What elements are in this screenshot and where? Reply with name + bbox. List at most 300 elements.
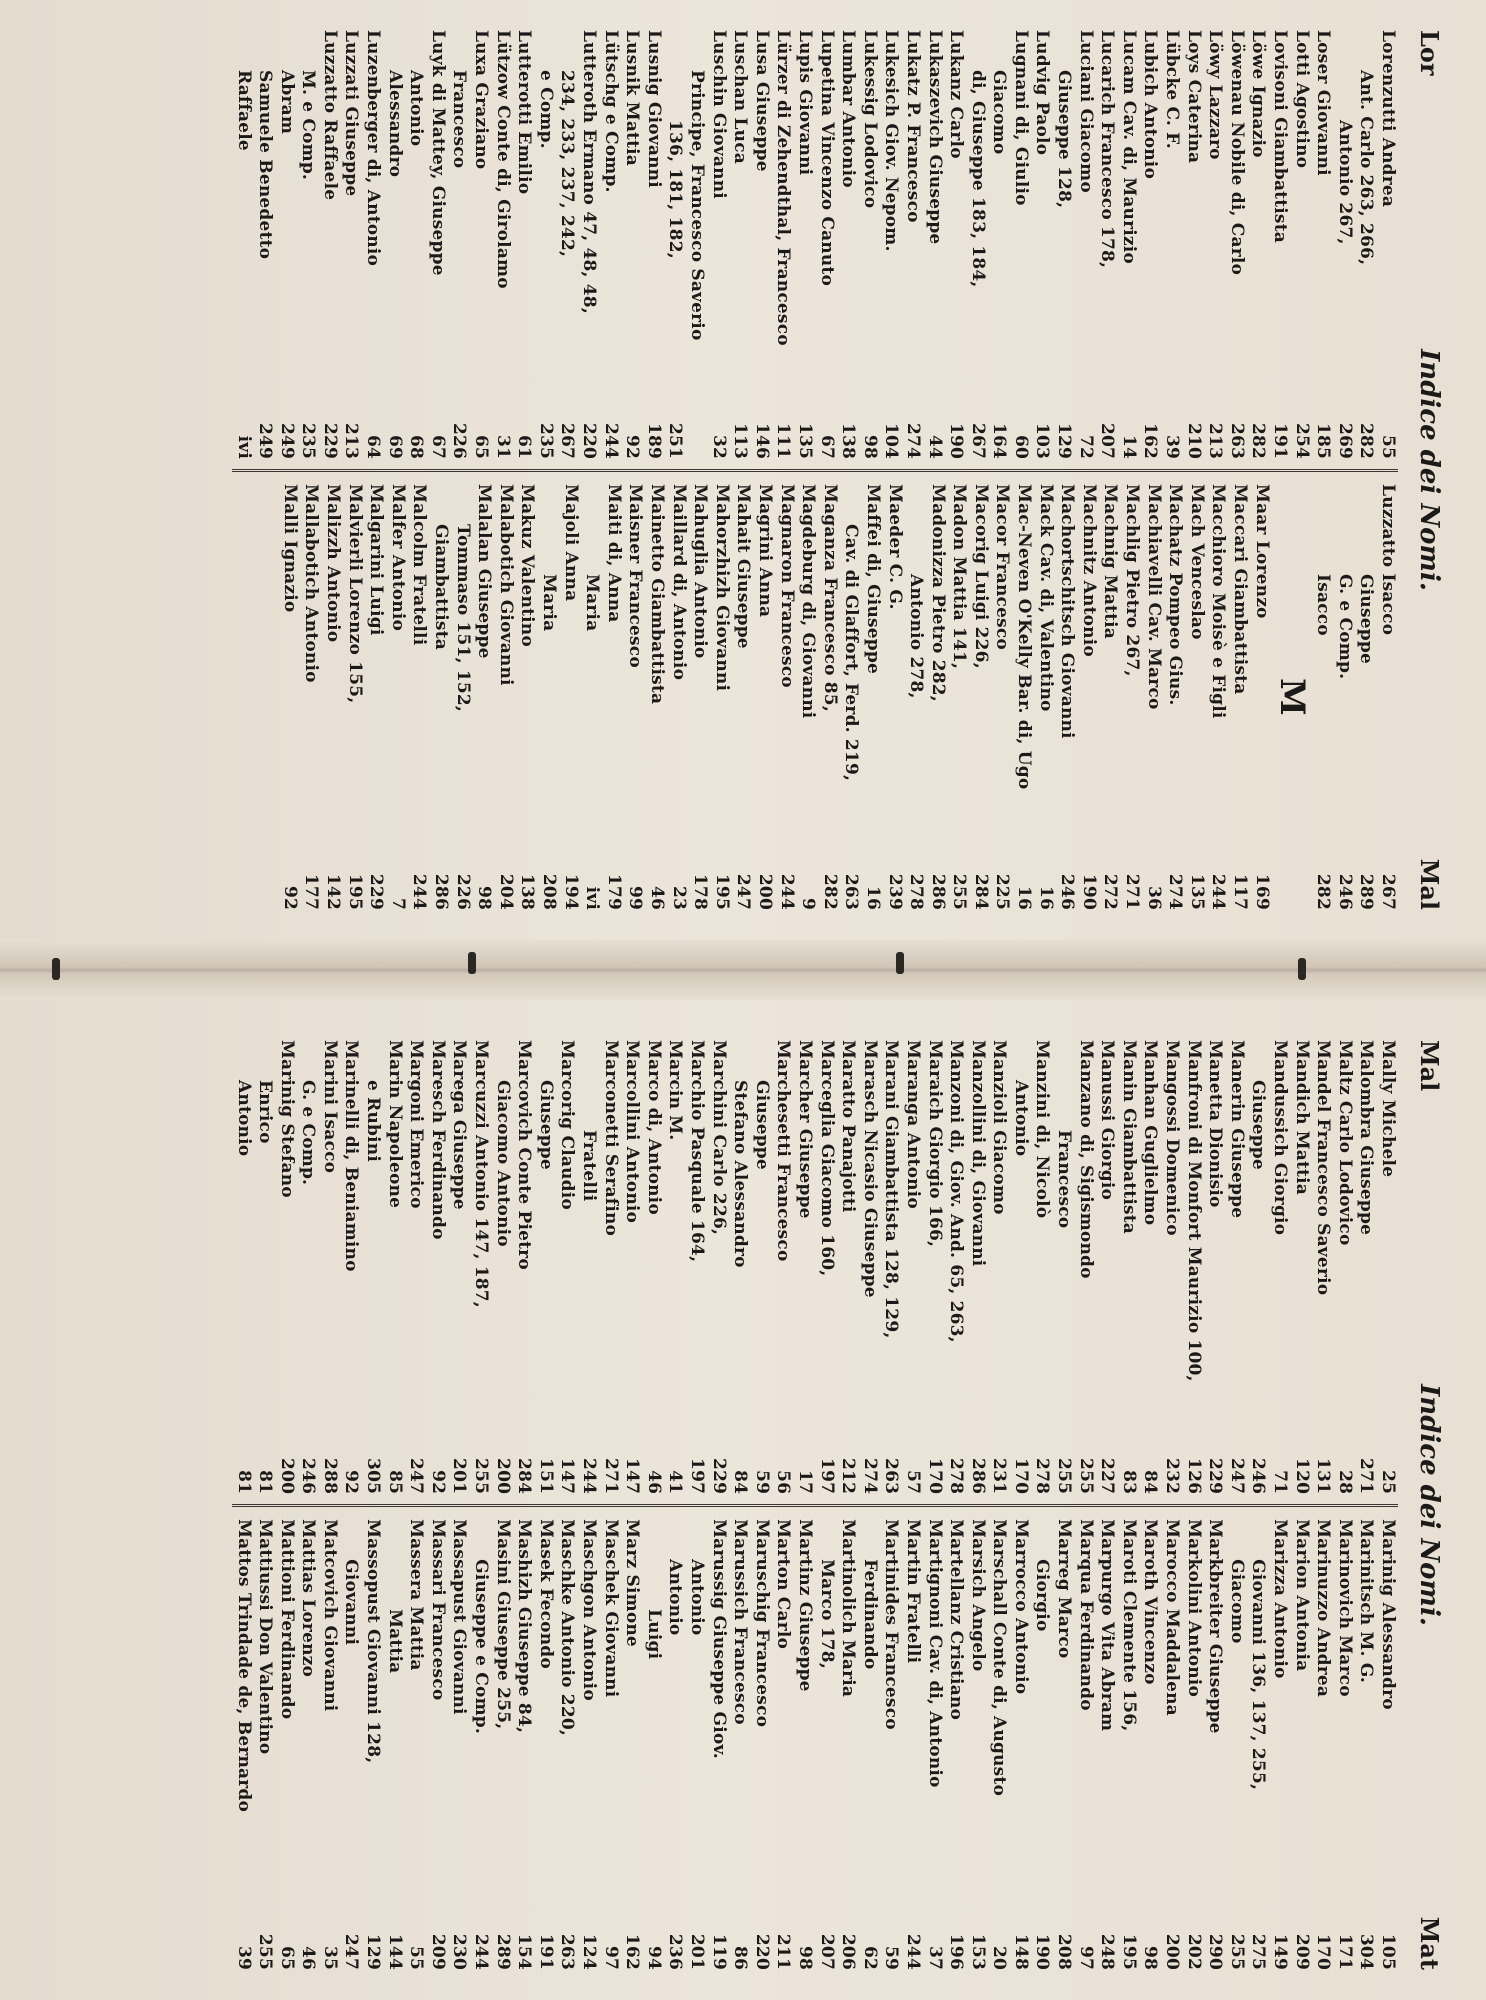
entry-page-numbers: 207	[816, 1933, 837, 1970]
entry-page-numbers: 92	[279, 885, 300, 910]
index-entry	[1056, 484, 1078, 910]
index-entry	[1312, 1519, 1334, 1970]
binding-gutter	[0, 940, 1486, 1000]
entry-page-numbers: 289	[1356, 873, 1377, 910]
entry-page-numbers: 169	[1251, 873, 1272, 910]
entry-name: Luzzatto Raffaele	[319, 30, 340, 201]
entry-name: Maroth Vincenzo	[1140, 1519, 1161, 1685]
entry-page-numbers: 239	[884, 873, 905, 910]
entry-name: Lupis Giovanni	[794, 30, 815, 176]
index-entry	[318, 1040, 340, 1494]
index-entry	[750, 30, 772, 459]
entry-page-numbers: 147	[622, 1458, 643, 1495]
index-entry	[408, 484, 430, 910]
entry-page-numbers: 244	[1208, 873, 1229, 910]
entry-page-numbers: 83	[1118, 1470, 1139, 1495]
index-entry	[1096, 1040, 1118, 1494]
entry-name: Lupetina Vincenzo Canuto	[816, 30, 837, 287]
index-entry	[1074, 30, 1096, 459]
index-entry	[707, 1519, 729, 1970]
index-entry	[254, 1519, 276, 1970]
entry-name: Martin Fratelli	[902, 1519, 923, 1664]
entry-name: Giacomo Antonio	[492, 1080, 513, 1247]
index-entry	[491, 30, 513, 459]
entry-name: Löwe Ignazio	[1248, 30, 1269, 158]
entry-page-numbers: 286	[927, 873, 948, 910]
index-entry	[1031, 30, 1053, 459]
index-entry	[923, 1040, 945, 1494]
entry-name: Lusa Giuseppe	[751, 30, 772, 172]
index-entry	[473, 484, 495, 910]
entry-name: Mack Cav. di, Valentino	[1035, 484, 1056, 712]
index-entry	[966, 1040, 988, 1494]
entry-page-numbers: 16	[1014, 885, 1035, 910]
entry-page-numbers: 229	[708, 1458, 729, 1495]
entry-page-numbers: 103	[1032, 422, 1053, 460]
index-entry	[232, 1519, 254, 1970]
index-entry	[1268, 1519, 1290, 1970]
index-entry	[880, 1040, 902, 1494]
index-entry	[883, 484, 905, 910]
entry-page-numbers: 195	[1118, 1933, 1139, 1970]
entry-name: Giovanni 136, 137, 255,	[1248, 1559, 1269, 1791]
entry-name: Lucam Cav. di, Maurizio	[1118, 30, 1139, 264]
index-entry	[689, 484, 711, 910]
entry-page-numbers: 278	[906, 873, 927, 910]
entry-page-numbers: 149	[1270, 1933, 1291, 1970]
entry-page-numbers: 170	[1313, 1933, 1334, 1970]
entry-page-numbers: 244	[902, 1933, 923, 1970]
entry-name: Marqua Ferdinando	[1075, 1519, 1096, 1711]
entry-name: Makuz Valentino	[517, 484, 538, 647]
entry-name: Marin Napoleone	[384, 1040, 405, 1209]
entry-name: Fratelli	[579, 1130, 600, 1202]
entry-name: Macorig Luigi 226,	[970, 484, 991, 669]
entry-name: Lukanz Carlo	[946, 30, 967, 159]
entry-name: Luschin Giovanni	[708, 30, 729, 199]
entry-page-numbers: 278	[946, 1458, 967, 1495]
entry-name: Machatz Pompeo Gius.	[1165, 484, 1186, 706]
bottom-header-left: Mal	[1415, 1040, 1444, 1092]
index-entry	[426, 30, 448, 459]
entry-name: Lusnig Giovanni	[643, 30, 664, 188]
index-entry	[880, 1519, 902, 1970]
entry-name: Lukatz P. Francesco	[902, 30, 923, 223]
entry-name: Antonio 278,	[906, 574, 927, 699]
entry-page-numbers: 39	[233, 1945, 254, 1970]
index-entry	[1355, 484, 1377, 910]
entry-page-numbers: 39	[1162, 434, 1183, 460]
entry-page-numbers: 225	[992, 873, 1013, 910]
index-entry	[1290, 30, 1312, 459]
entry-name: Marinovich Marco	[1334, 1519, 1355, 1697]
index-entry	[556, 1040, 578, 1494]
entry-page-numbers: 86	[730, 1945, 751, 1970]
entry-page-numbers: 138	[838, 422, 859, 460]
entry-page-numbers: 255	[949, 873, 970, 910]
entry-page-numbers: 129	[363, 1933, 384, 1970]
entry-page-numbers: 97	[1075, 1945, 1096, 1970]
entry-name: Madonizza Pietro 282,	[927, 484, 948, 702]
index-entry	[340, 1040, 362, 1494]
entry-page-numbers: 35	[319, 1945, 340, 1970]
index-entry	[469, 1519, 491, 1970]
entry-page-numbers: 72	[1075, 434, 1096, 460]
index-entry	[1164, 484, 1186, 910]
entry-name: Marcorig Claudio	[557, 1040, 578, 1210]
entry-page-numbers: 255	[255, 1933, 276, 1970]
entry-page-numbers: 138	[517, 873, 538, 910]
entry-name: Loys Caterina	[1183, 30, 1204, 164]
index-entry	[318, 1519, 340, 1970]
entry-name: Löwy Lazzaro	[1205, 30, 1226, 160]
top-header-left: Lor	[1415, 30, 1444, 76]
entry-page-numbers: 84	[730, 1470, 751, 1495]
entry-page-numbers: 146	[751, 422, 772, 460]
top-header-right: Mal	[1415, 858, 1444, 910]
entry-name: Massera Mattia	[406, 1519, 427, 1671]
top-right-column	[232, 469, 1398, 910]
index-entry	[991, 484, 1013, 910]
entry-name: Machlig Pietro 267,	[1122, 484, 1143, 677]
entry-name: Mach Venceslao	[1186, 484, 1207, 640]
index-entry	[642, 1040, 664, 1494]
index-entry	[1031, 1040, 1053, 1494]
entry-page-numbers: 267	[557, 422, 578, 460]
index-entry	[667, 484, 689, 910]
entry-page-numbers: 236	[665, 1933, 686, 1970]
index-entry	[537, 484, 559, 910]
entry-page-numbers: 235	[535, 422, 556, 460]
entry-page-numbers: 244	[579, 1458, 600, 1495]
index-entry	[818, 484, 840, 910]
entry-name: Machnitz Antonio	[1078, 484, 1099, 657]
entry-page-numbers: 129	[1054, 422, 1075, 460]
entry-page-numbers: 68	[406, 434, 427, 460]
index-entry	[1034, 484, 1056, 910]
index-entry	[966, 1519, 988, 1970]
entry-name: Maroti Clemente 156,	[1118, 1519, 1139, 1732]
entry-page-numbers: 124	[579, 1933, 600, 1970]
index-entry	[556, 1519, 578, 1970]
index-entry	[923, 30, 945, 459]
index-entry	[1376, 30, 1398, 459]
entry-page-numbers: 201	[687, 1933, 707, 1970]
entry-name: Maresch Ferdinando	[427, 1040, 448, 1240]
entry-page-numbers: 289	[492, 1933, 513, 1970]
index-entry	[1268, 30, 1290, 459]
entry-page-numbers: 65	[471, 434, 492, 460]
index-entry	[1160, 1519, 1182, 1970]
entry-page-numbers: 246	[1057, 873, 1078, 910]
entry-name: Giuseppe	[1248, 1080, 1269, 1170]
entry-name: Masek Fecondo	[535, 1519, 556, 1669]
index-entry	[840, 484, 862, 910]
entry-name: Giuseppe	[751, 1080, 772, 1170]
entry-name: Maganza Francesco 85,	[819, 484, 840, 712]
index-entry	[1225, 1040, 1247, 1494]
entry-name: Marconetti Serafino	[600, 1040, 621, 1237]
entry-name: Principe, Francesco Saverio	[687, 70, 707, 341]
index-entry	[1268, 1040, 1290, 1494]
entry-page-numbers: 71	[1270, 1470, 1291, 1495]
entry-page-numbers: 170	[1010, 1458, 1031, 1495]
entry-page-numbers: 286	[967, 1458, 988, 1495]
bottom-right-column	[232, 1504, 1398, 1970]
index-entry	[1250, 484, 1272, 910]
entry-name: Mandel Francesco Saverio	[1313, 1040, 1334, 1296]
binding-stitch	[1298, 958, 1306, 980]
entry-name: Maar Lorenzo	[1251, 484, 1272, 619]
entry-page-numbers: 284	[970, 873, 991, 910]
index-entry	[1182, 1040, 1204, 1494]
binding-stitch	[896, 952, 904, 974]
entry-name: Cav. di Glaffort, Ferd. 219,	[841, 524, 862, 782]
entry-name: Giuseppe	[1356, 574, 1377, 664]
entry-name: Mandich Mattia	[1291, 1040, 1312, 1195]
entry-name: Malabotich Giovanni	[495, 484, 516, 686]
entry-page-numbers: 246	[298, 1458, 319, 1495]
index-entry	[797, 484, 819, 910]
entry-name: 136, 181, 182,	[665, 120, 686, 259]
entry-name: Lovisoni Giambattista	[1270, 30, 1291, 243]
index-entry	[577, 1040, 599, 1494]
entry-page-numbers: 247	[406, 1458, 427, 1495]
entry-name: Lumbar Antonio	[838, 30, 859, 188]
index-entry	[386, 484, 408, 910]
entry-page-numbers: 61	[514, 434, 535, 460]
entry-page-numbers: 23	[668, 885, 689, 910]
entry-name: Antonio	[665, 1559, 686, 1636]
entry-name: Maria	[539, 574, 560, 632]
entry-page-numbers: 57	[902, 1470, 923, 1495]
index-entry	[1204, 1519, 1226, 1970]
entry-name: Lukaszevich Giuseppe	[924, 30, 945, 245]
entry-name: Mainetto Giambattista	[647, 484, 667, 705]
entry-name: Lürzer di Zehendthal, Francesco	[773, 30, 794, 346]
index-entry	[945, 1519, 967, 1970]
index-entry	[1312, 1040, 1334, 1494]
entry-name: Maltz Carlo Lodovico	[1334, 1040, 1355, 1246]
index-entry	[642, 1519, 664, 1970]
entry-page-numbers: 231	[989, 1458, 1010, 1495]
entry-name: Luciani Giacomo	[1075, 30, 1096, 193]
entry-name: Luigi	[643, 1609, 664, 1660]
entry-page-numbers: 271	[600, 1458, 621, 1495]
entry-page-numbers: 55	[1378, 434, 1398, 460]
entry-page-numbers: 226	[449, 422, 470, 460]
entry-name: Mahuglia Antonio	[690, 484, 711, 659]
entry-page-numbers: 171	[1334, 1933, 1355, 1970]
entry-name: M	[1271, 678, 1312, 716]
entry-name: e Rubini	[363, 1080, 384, 1162]
entry-page-numbers: 179	[603, 873, 624, 910]
entry-page-numbers: 274	[1165, 873, 1186, 910]
entry-name: Machnig Mattia	[1100, 484, 1121, 640]
entry-page-numbers: 111	[773, 422, 794, 460]
entry-page-numbers: 185	[1313, 422, 1334, 460]
entry-name: Luzenberger di, Antonio	[363, 30, 384, 267]
top-header-center: Indice dei Nomi.	[1414, 349, 1444, 591]
entry-name: Maschke Antonio 220,	[557, 1519, 578, 1736]
entry-name: Maeder C. G.	[884, 484, 905, 610]
entry-name: Manzano di, Sigismondo	[1075, 1040, 1096, 1279]
index-entry	[534, 30, 556, 459]
entry-page-numbers: 244	[776, 873, 797, 910]
entry-name: Marceglia Giacomo 160,	[816, 1040, 837, 1277]
entry-page-numbers: 282	[819, 873, 840, 910]
entry-page-numbers: 92	[341, 1470, 362, 1495]
entry-page-numbers: 200	[754, 873, 775, 910]
entry-name: Giovanni	[341, 1559, 362, 1646]
index-entry	[901, 1040, 923, 1494]
index-entry	[491, 1040, 513, 1494]
index-entry	[448, 1040, 470, 1494]
entry-page-numbers: 62	[859, 1945, 880, 1970]
entry-name: Maffei di, Giuseppe	[862, 484, 883, 674]
entry-name: Ant. Carlo 263, 266,	[1356, 70, 1377, 266]
top-left-column	[232, 30, 1398, 469]
entry-page-numbers: 197	[687, 1458, 707, 1495]
entry-name: Lübcke C. F.	[1162, 30, 1183, 149]
entry-page-numbers: 191	[1270, 422, 1291, 460]
index-entry	[1139, 1519, 1161, 1970]
entry-page-numbers: 200	[492, 1458, 513, 1495]
index-entry	[448, 1519, 470, 1970]
index-entry	[513, 30, 535, 459]
index-entry	[559, 484, 581, 910]
entry-name: Martignoni Cav. di, Antonio	[924, 1519, 945, 1788]
index-entry	[1247, 30, 1269, 459]
index-entry	[383, 1040, 405, 1494]
index-entry	[448, 30, 470, 459]
entry-name: Mac-Neven O'Kelly Bar. di, Ugo	[1014, 484, 1035, 790]
entry-name: Massapust Giovanni	[449, 1519, 470, 1715]
entry-page-numbers: 244	[409, 873, 430, 910]
entry-name: Alessandro	[384, 70, 405, 178]
entry-page-numbers: 263	[557, 1933, 578, 1970]
entry-name: Magdeburg di, Giovanni	[798, 484, 819, 719]
entry-name: Maccari Giambattista	[1230, 484, 1251, 695]
entry-page-numbers: 213	[341, 422, 362, 460]
entry-page-numbers: 98	[859, 434, 880, 460]
index-entry	[1139, 30, 1161, 459]
entry-name: Giuseppe	[535, 1080, 556, 1170]
entry-name: Maschgon Antonio	[579, 1519, 600, 1701]
entry-page-numbers: 229	[366, 873, 387, 910]
index-entry	[1139, 1040, 1161, 1494]
entry-name: Marreg Marco	[1054, 1519, 1075, 1659]
index-entry	[1290, 1040, 1312, 1494]
index-entry	[988, 30, 1010, 459]
entry-page-numbers: 17	[794, 1470, 815, 1495]
entry-page-numbers: 164	[989, 422, 1010, 460]
top-page	[0, 0, 1486, 940]
index-entry	[815, 1519, 837, 1970]
entry-name: Maillard di, Antonio	[668, 484, 689, 681]
entry-name: Martinz Giuseppe	[794, 1519, 815, 1692]
entry-name: Manhan Guglielmo	[1140, 1040, 1161, 1226]
entry-page-numbers: 94	[643, 1945, 664, 1970]
entry-page-numbers: 255	[1075, 1458, 1096, 1495]
index-entry	[988, 1519, 1010, 1970]
index-entry	[1074, 1040, 1096, 1494]
index-entry	[1009, 1519, 1031, 1970]
entry-page-numbers: 67	[427, 434, 448, 460]
entry-page-numbers: 254	[1291, 422, 1312, 460]
index-entry	[343, 484, 365, 910]
entry-page-numbers: 120	[1291, 1458, 1312, 1495]
entry-page-numbers: 151	[535, 1458, 556, 1495]
entry-page-numbers: 271	[1356, 1458, 1377, 1495]
index-entry	[494, 484, 516, 910]
entry-page-numbers: 97	[600, 1945, 621, 1970]
index-entry	[1074, 1519, 1096, 1970]
index-entry	[1053, 1519, 1075, 1970]
index-entry	[732, 484, 754, 910]
entry-name: Marsich Angelo	[967, 1519, 988, 1672]
index-entry	[621, 1040, 643, 1494]
entry-page-numbers: 232	[1162, 1458, 1183, 1495]
index-entry	[772, 30, 794, 459]
entry-page-numbers: 46	[647, 885, 667, 910]
index-entry	[905, 484, 927, 910]
entry-page-numbers: 131	[1313, 1458, 1334, 1495]
entry-page-numbers: 274	[859, 1458, 880, 1495]
entry-page-numbers: 69	[384, 434, 405, 460]
index-entry	[1053, 1040, 1075, 1494]
entry-name: Lutteroth Ermano 47, 48, 48,	[579, 30, 600, 314]
index-entry	[300, 484, 322, 910]
index-entry	[901, 1519, 923, 1970]
index-entry	[278, 484, 300, 910]
index-entry	[232, 1040, 254, 1494]
entry-name: Magnaron Francesco	[776, 484, 797, 688]
entry-name: M. e Comp.	[298, 70, 319, 181]
entry-page-numbers: 263	[881, 1458, 902, 1495]
index-entry	[365, 484, 387, 910]
index-entry	[880, 30, 902, 459]
index-entry	[426, 1519, 448, 1970]
entry-name: Manzioli Giacomo	[989, 1040, 1010, 1215]
entry-name: Marchesetti Francesco	[773, 1040, 794, 1262]
entry-name: Malcolm Fratelli	[409, 484, 430, 646]
entry-page-numbers: 16	[862, 885, 883, 910]
index-entry	[1312, 30, 1334, 459]
index-entry	[1376, 1040, 1398, 1494]
entry-name: Malli Ignazio	[279, 484, 300, 613]
entry-page-numbers: 201	[449, 1458, 470, 1495]
index-entry	[513, 1040, 535, 1494]
index-entry	[1333, 1519, 1355, 1970]
index-entry	[926, 484, 948, 910]
index-entry	[945, 30, 967, 459]
bottom-header-center: Indice dei Nomi.	[1414, 1384, 1444, 1626]
entry-page-numbers: 213	[1205, 422, 1226, 460]
index-entry	[772, 1519, 794, 1970]
entry-name: Marinuzzo Andrea	[1313, 1519, 1334, 1698]
index-entry	[1376, 484, 1398, 910]
index-entry	[1013, 484, 1035, 910]
entry-name: Abram	[276, 70, 297, 135]
entry-name: Majoli Anna	[560, 484, 581, 602]
entry-name: Manzoni di, Giov. And. 65, 263,	[946, 1040, 967, 1343]
entry-name: Samuele Benedetto	[255, 70, 276, 260]
index-entry	[362, 1040, 384, 1494]
index-entry	[602, 484, 624, 910]
index-entry	[275, 1519, 297, 1970]
entry-name: Marschall Conte di, Augusto	[989, 1519, 1010, 1797]
